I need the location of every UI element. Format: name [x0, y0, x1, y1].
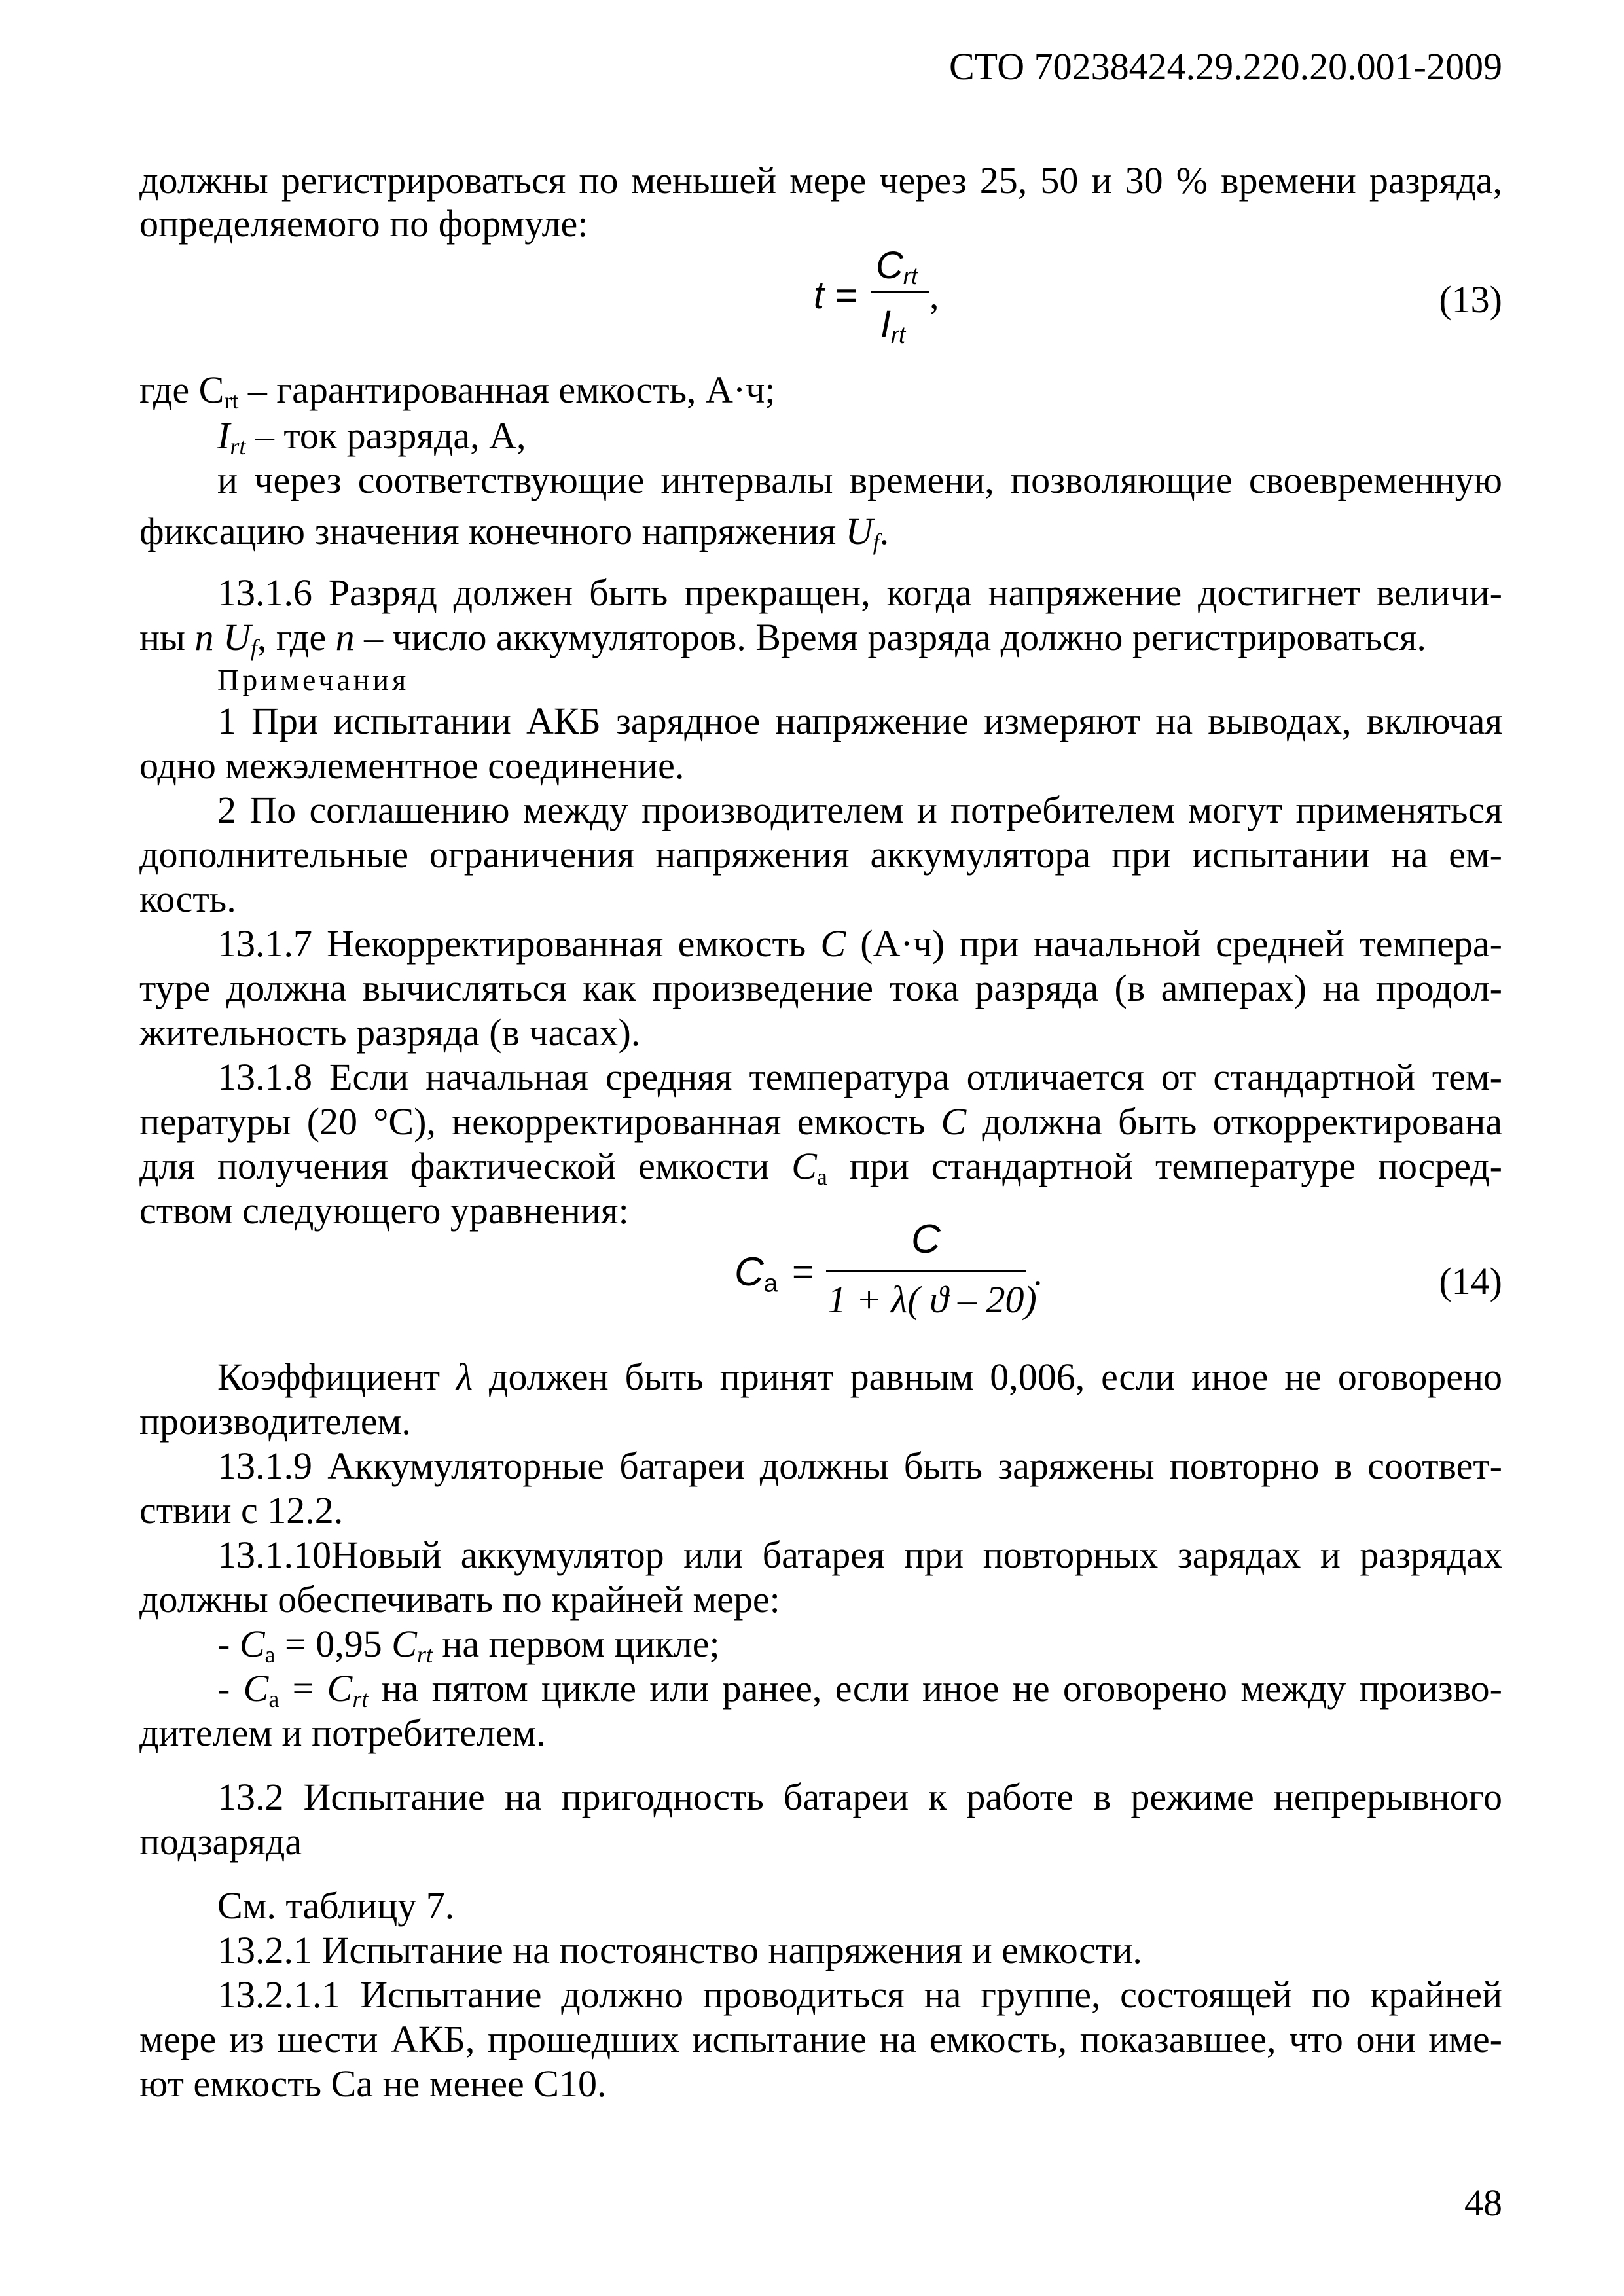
formula-13-denominator: $I_{rt}$: [880, 303, 906, 348]
formula-14-equals: =: [792, 1251, 814, 1293]
section-13-1-9: 13.1.9 Аккумуляторные батареи должны быть заряжены повторно в соответ-: [217, 1444, 1502, 1487]
list-item: - $C_a = C_{rt}$ на пятом цикле или ранее, если иное не оговорено между произво-: [217, 1667, 1502, 1711]
text-line: одно межэлементное соединение.: [139, 744, 685, 787]
fraction-bar: [871, 291, 929, 293]
text-line: дителем и потребителем.: [139, 1712, 546, 1754]
section-13-2-1: 13.2.1 Испытание на постоянство напряжения и емкости.: [217, 1929, 1142, 1971]
formula-13-comma: ,: [929, 274, 939, 317]
formula-14-period: .: [1033, 1251, 1043, 1293]
text-line: ют емкость Са не менее С10.: [139, 2062, 607, 2105]
section-13-1-8: 13.1.8 Если начальная средняя температура отличается от стандартной тем-: [217, 1056, 1502, 1098]
text-line: должны регистрироваться по меньшей мере через 25, 50 и 30 % времени разряда,: [139, 159, 1502, 202]
text-line: производителем.: [139, 1400, 411, 1443]
notes-title: Примечания: [217, 663, 410, 696]
text-line: подзаряда: [139, 1820, 302, 1863]
document-code-header: СТО 70238424.29.220.20.001-2009: [948, 45, 1502, 88]
formula-13-lhs: t =: [814, 274, 857, 317]
text-line: пературы (20 °С), некорректированная емкость C должна быть откорректирована: [139, 1100, 1502, 1143]
section-13-1-6: 13.1.6 Разряд должен быть прекращен, когда напряжение достигнет величи-: [217, 571, 1502, 614]
formula-13-numerator: $C_{rt}$: [876, 244, 918, 289]
section-13-2-heading: 13.2 Испытание на пригодность батареи к работе в режиме непрерывного: [217, 1776, 1502, 1818]
coefficient-text: Коэффициент λ должен быть принят равным 0,006, если иное не оговорено: [217, 1355, 1502, 1398]
text-line: туре должна вычисляться как произведение тока разряда (в амперах) на продол-: [139, 967, 1502, 1009]
formula-14-numerator: C: [911, 1217, 941, 1262]
text-line: должны обеспечивать по крайней мере:: [139, 1578, 780, 1621]
text-line: фиксацию значения конечного напряжения $U_f$.: [139, 510, 890, 555]
section-13-1-10: 13.1.10Новый аккумулятор или батарея при повторных зарядах и разрядах: [217, 1534, 1502, 1576]
text-line: ны n $U_f$, где n – число аккумуляторов. Время разряда должно регистрироваться.: [139, 616, 1426, 661]
page-number: 48: [1464, 2181, 1502, 2224]
section-13-1-7: 13.1.7 Некорректированная емкость C (А·ч) при начальной средней темпера-: [217, 922, 1502, 965]
where-line: $I_{rt}$ – ток разряда, А,: [217, 414, 526, 459]
table-reference: См. таблицу 7.: [217, 1884, 455, 1927]
section-13-2-1-1: 13.2.1.1 Испытание должно проводиться на группе, состоящей по крайней: [217, 1973, 1502, 2016]
equation-number-14: (14): [1439, 1260, 1502, 1302]
fraction-bar: [826, 1270, 1026, 1272]
note-1: 1 При испытании АКБ зарядное напряжение измеряют на выводах, включая: [217, 700, 1502, 742]
equation-number-13: (13): [1439, 278, 1502, 321]
text-line: определяемого по формуле:: [139, 202, 588, 245]
text-line: ствии с 12.2.: [139, 1489, 344, 1532]
text-line: дополнительные ограничения напряжения аккумулятора при испытании на ем-: [139, 833, 1502, 876]
note-2: 2 По соглашению между производителем и потребителем могут применяться: [217, 789, 1502, 831]
text-line: ством следующего уравнения:: [139, 1189, 629, 1232]
text-line: и через соответствующие интервалы времени, позволяющие своевременную: [217, 459, 1502, 501]
text-line: жительность разряда (в часах).: [139, 1011, 641, 1054]
where-line: где $C_{rt}$ – гарантированная емкость, А·ч;: [139, 368, 776, 414]
list-item: - $C_a = 0,95$ $C_{rt}$ на первом цикле;: [217, 1623, 720, 1668]
text-line: для получения фактической емкости $C_a$ при стандартной температуре посред-: [139, 1145, 1502, 1189]
formula-14-lhs: $C_a$: [734, 1249, 778, 1298]
text-line: мере из шести АКБ, прошедших испытание на емкость, показавшее, что они име-: [139, 2018, 1502, 2060]
text-line: кость.: [139, 878, 236, 920]
formula-14-denominator: 1 + λ( ϑ – 20): [827, 1278, 1037, 1321]
